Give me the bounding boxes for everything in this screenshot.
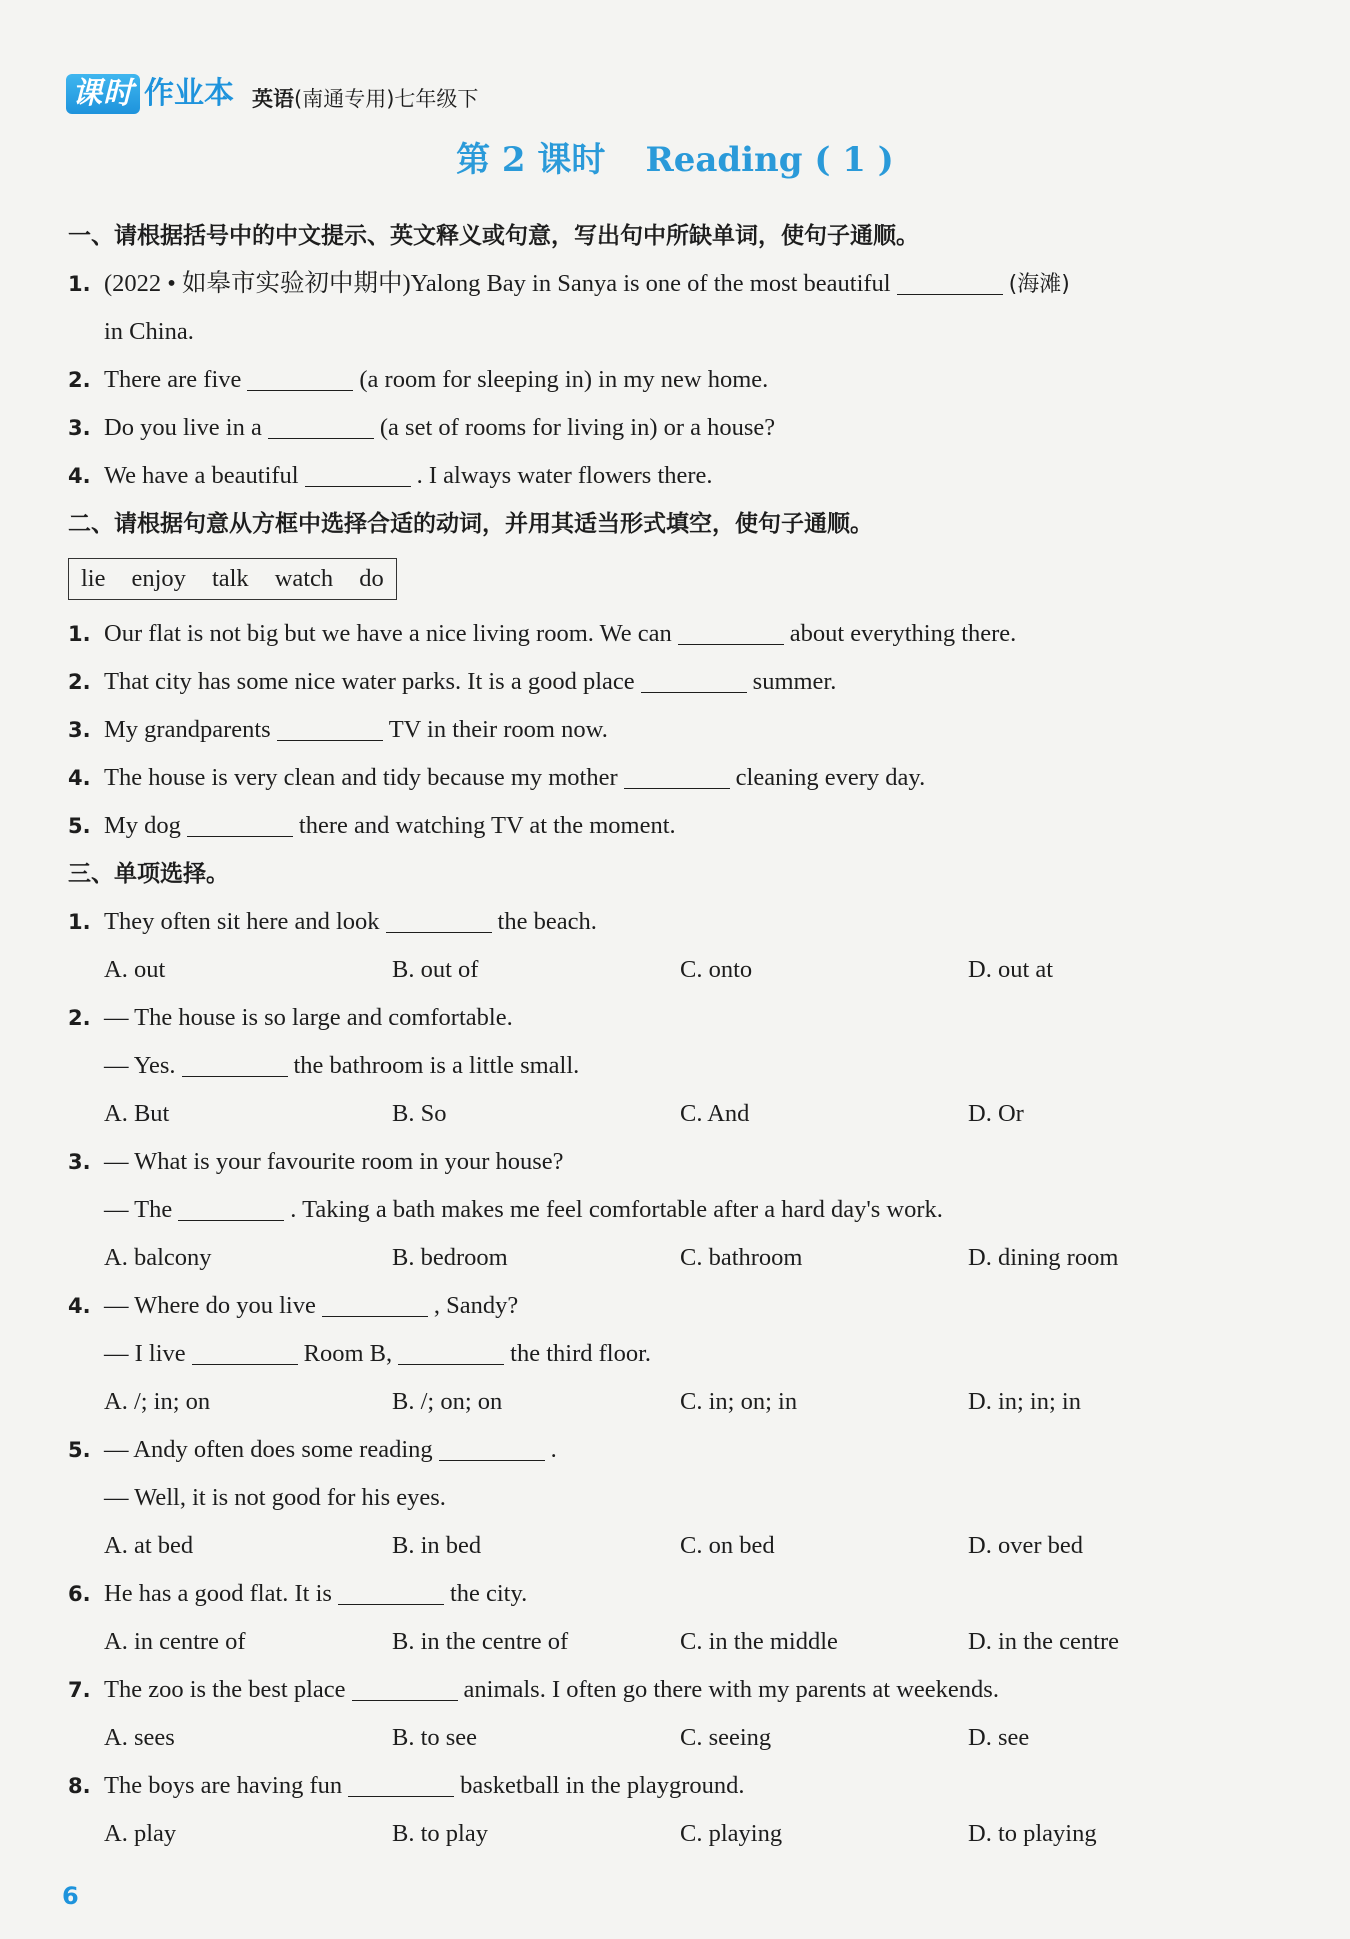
option-a[interactable]: A. sees [104,1724,175,1751]
answer-blank[interactable] [178,1219,284,1221]
option-a[interactable]: A. But [104,1100,170,1127]
brand-badge: 课时 [66,74,140,114]
s1-q1-continued: in China. [104,318,194,345]
question-text: Room B, [303,1340,393,1367]
s3-q7-options [68,1714,1270,1762]
question-number: 3. [68,718,91,742]
answer-blank[interactable] [338,1603,444,1605]
answer-blank[interactable] [897,293,1003,295]
question-text: — The house is so large and comfortable. [104,1004,513,1031]
word-box-item: do [359,565,384,592]
s3-q8-options [68,1810,1270,1858]
s2-q3 [68,706,1270,754]
question-text: animals. I often go there with my parents at weekends. [463,1676,999,1703]
section2-heading: 二、请根据句意从方框中选择合适的动词，并用其适当形式填空，使句子通顺。 [68,511,873,537]
section3-heading: 三、单项选择。 [68,861,229,887]
question-text: My grandparents [104,716,271,743]
lesson-title-number: 第 2 课时 [456,140,606,180]
s3-q6 [68,1570,1270,1618]
question-number: 2. [68,670,91,694]
s3-q1 [68,898,1270,946]
question-text: — Where do you live [104,1292,316,1319]
question-text: — The [104,1196,173,1223]
option-b[interactable]: B. out of [392,956,479,983]
question-number: 1. [68,910,91,934]
question-number: 5. [68,814,91,838]
s3-q7 [68,1666,1270,1714]
question-text: That city has some nice water parks. It is a good place [104,668,635,695]
question-text: My dog [104,812,181,839]
s3-q2-line2 [68,1042,1270,1090]
answer-blank[interactable] [386,931,492,933]
question-text: there and watching TV at the moment. [298,812,676,839]
answer-blank[interactable] [348,1795,454,1797]
question-text: (2022 • 如皋市实验初中期中)Yalong Bay in Sanya is one of the most beautiful [104,270,891,297]
question-text: We have a beautiful [104,462,299,489]
question-text: cleaning every day. [735,764,926,791]
s1-q3 [68,404,1270,452]
question-text: . I always water flowers there. [416,462,713,489]
option-b[interactable]: B. in bed [392,1532,482,1559]
question-number: 2. [68,368,91,392]
s3-q4 [68,1282,1270,1330]
s3-q3-options [68,1234,1270,1282]
question-number: 4. [68,464,91,488]
option-b[interactable]: B. in the centre of [392,1628,569,1655]
question-number: 3. [68,416,91,440]
s3-q4-line2 [68,1330,1270,1378]
question-text: — Yes. [104,1052,176,1079]
question-text: The zoo is the best place [104,1676,346,1703]
option-b[interactable]: B. bedroom [392,1244,508,1271]
subject-label [252,84,478,114]
answer-blank[interactable] [305,485,411,487]
answer-blank[interactable] [678,643,784,645]
s3-q4-options [68,1378,1270,1426]
option-a[interactable]: A. play [104,1820,177,1847]
answer-blank[interactable] [322,1315,428,1317]
s1-q1 [68,260,1270,308]
option-d[interactable]: D. out at [968,956,1054,983]
question-text: — What is your favourite room in your house? [104,1148,564,1175]
option-a[interactable]: A. /; in; on [104,1388,211,1415]
question-text: Our flat is not big but we have a nice living room. We can [104,620,672,647]
question-text: (a room for sleeping in) in my new home. [359,366,769,393]
option-c[interactable]: C. on bed [680,1532,775,1559]
word-box [68,558,397,600]
question-text: — I live [104,1340,186,1367]
question-text: (a set of rooms for living in) or a house? [379,414,776,441]
option-d[interactable]: D. Or [968,1100,1024,1127]
question-text: basketball in the playground. [460,1772,745,1799]
question-text: . Taking a bath makes me feel comfortable after a hard day's work. [290,1196,943,1223]
question-text: the bathroom is a little small. [293,1052,580,1079]
question-text: summer. [752,668,837,695]
option-d[interactable]: D. in the centre [968,1628,1120,1655]
section1-heading: 一、请根据括号中的中文提示、英文释义或句意，写出句中所缺单词，使句子通顺。 [68,223,919,249]
s1-q4 [68,452,1270,500]
worksheet-content [68,212,1270,1858]
s3-q5-options [68,1522,1270,1570]
question-number: 6. [68,1582,91,1606]
question-number: 3. [68,1150,91,1174]
s3-q5-line2: — Well, it is not good for his eyes. [104,1484,446,1511]
s3-q5 [68,1426,1270,1474]
option-d[interactable]: D. in; in; in [968,1388,1081,1415]
answer-blank[interactable] [182,1075,288,1077]
lesson-title [0,132,1350,188]
option-b[interactable]: B. to play [392,1820,488,1847]
question-text: — Andy often does some reading [104,1436,433,1463]
answer-blank[interactable] [624,787,730,789]
s2-q2 [68,658,1270,706]
answer-blank[interactable] [398,1363,504,1365]
s1-q2 [68,356,1270,404]
subject-rest: (南通专用)七年级下 [294,87,479,111]
option-d[interactable]: D. dining room [968,1244,1119,1271]
s3-q6-options [68,1618,1270,1666]
s3-q3 [68,1138,1270,1186]
question-number: 4. [68,766,91,790]
word-box-row [68,548,1270,610]
question-number: 2. [68,1006,91,1030]
option-d[interactable]: D. to playing [968,1820,1097,1847]
question-text: . [550,1436,557,1463]
question-text: the beach. [497,908,597,935]
page-header [66,74,478,114]
s2-q5 [68,802,1270,850]
page-number: 6 [62,1882,79,1910]
option-b[interactable]: B. So [392,1100,447,1127]
question-text: the city. [449,1580,528,1607]
word-box-item: watch [274,565,334,592]
question-text: They often sit here and look [104,908,380,935]
answer-blank[interactable] [247,389,353,391]
option-d[interactable]: D. see [968,1724,1030,1751]
question-text: The boys are having fun [104,1772,343,1799]
answer-blank[interactable] [192,1363,298,1365]
word-box-item: talk [211,565,249,592]
option-d[interactable]: D. over bed [968,1532,1083,1559]
question-number: 8. [68,1774,91,1798]
option-c[interactable]: C. seeing [680,1724,772,1751]
question-number: 1. [68,272,91,296]
option-c[interactable]: C. in the middle [680,1628,838,1655]
answer-blank[interactable] [187,835,293,837]
option-c[interactable]: C. And [680,1100,750,1127]
s3-q2-options [68,1090,1270,1138]
option-a[interactable]: A. at bed [104,1532,194,1559]
option-a[interactable]: A. in centre of [104,1628,246,1655]
word-box-item: enjoy [131,565,186,592]
answer-blank[interactable] [641,691,747,693]
lesson-title-name: Reading ( 1 ) [645,140,894,180]
option-b[interactable]: B. to see [392,1724,478,1751]
answer-blank[interactable] [439,1459,545,1461]
question-number: 7. [68,1678,91,1702]
brand-logo [66,74,234,114]
option-c[interactable]: C. bathroom [680,1244,803,1271]
s3-q2 [68,994,1270,1042]
question-text: TV in their room now. [388,716,608,743]
question-text: Do you live in a [104,414,262,441]
word-box-item: lie [81,565,106,592]
s2-q1 [68,610,1270,658]
s3-q8 [68,1762,1270,1810]
question-number: 1. [68,622,91,646]
question-number: 5. [68,1438,91,1462]
option-a[interactable]: A. balcony [104,1244,212,1271]
brand-text: 作业本 [144,76,234,111]
answer-blank[interactable] [352,1699,458,1701]
s2-q4 [68,754,1270,802]
answer-blank[interactable] [268,437,374,439]
s3-q3-line2 [68,1186,1270,1234]
answer-blank[interactable] [277,739,383,741]
subject-bold: 英语 [252,87,294,111]
question-text: There are five [104,366,242,393]
option-c[interactable]: C. in; on; in [680,1388,798,1415]
option-b[interactable]: B. /; on; on [392,1388,503,1415]
option-c[interactable]: C. onto [680,956,753,983]
question-text: about everything there. [789,620,1017,647]
s3-q1-options [68,946,1270,994]
question-number: 4. [68,1294,91,1318]
question-text: He has a good flat. It is [104,1580,332,1607]
question-text: The house is very clean and tidy because my mother [104,764,618,791]
question-text: the third floor. [510,1340,652,1367]
question-text: , Sandy? [433,1292,519,1319]
question-hint: (海滩) [1008,272,1070,297]
option-c[interactable]: C. playing [680,1820,783,1847]
option-a[interactable]: A. out [104,956,166,983]
